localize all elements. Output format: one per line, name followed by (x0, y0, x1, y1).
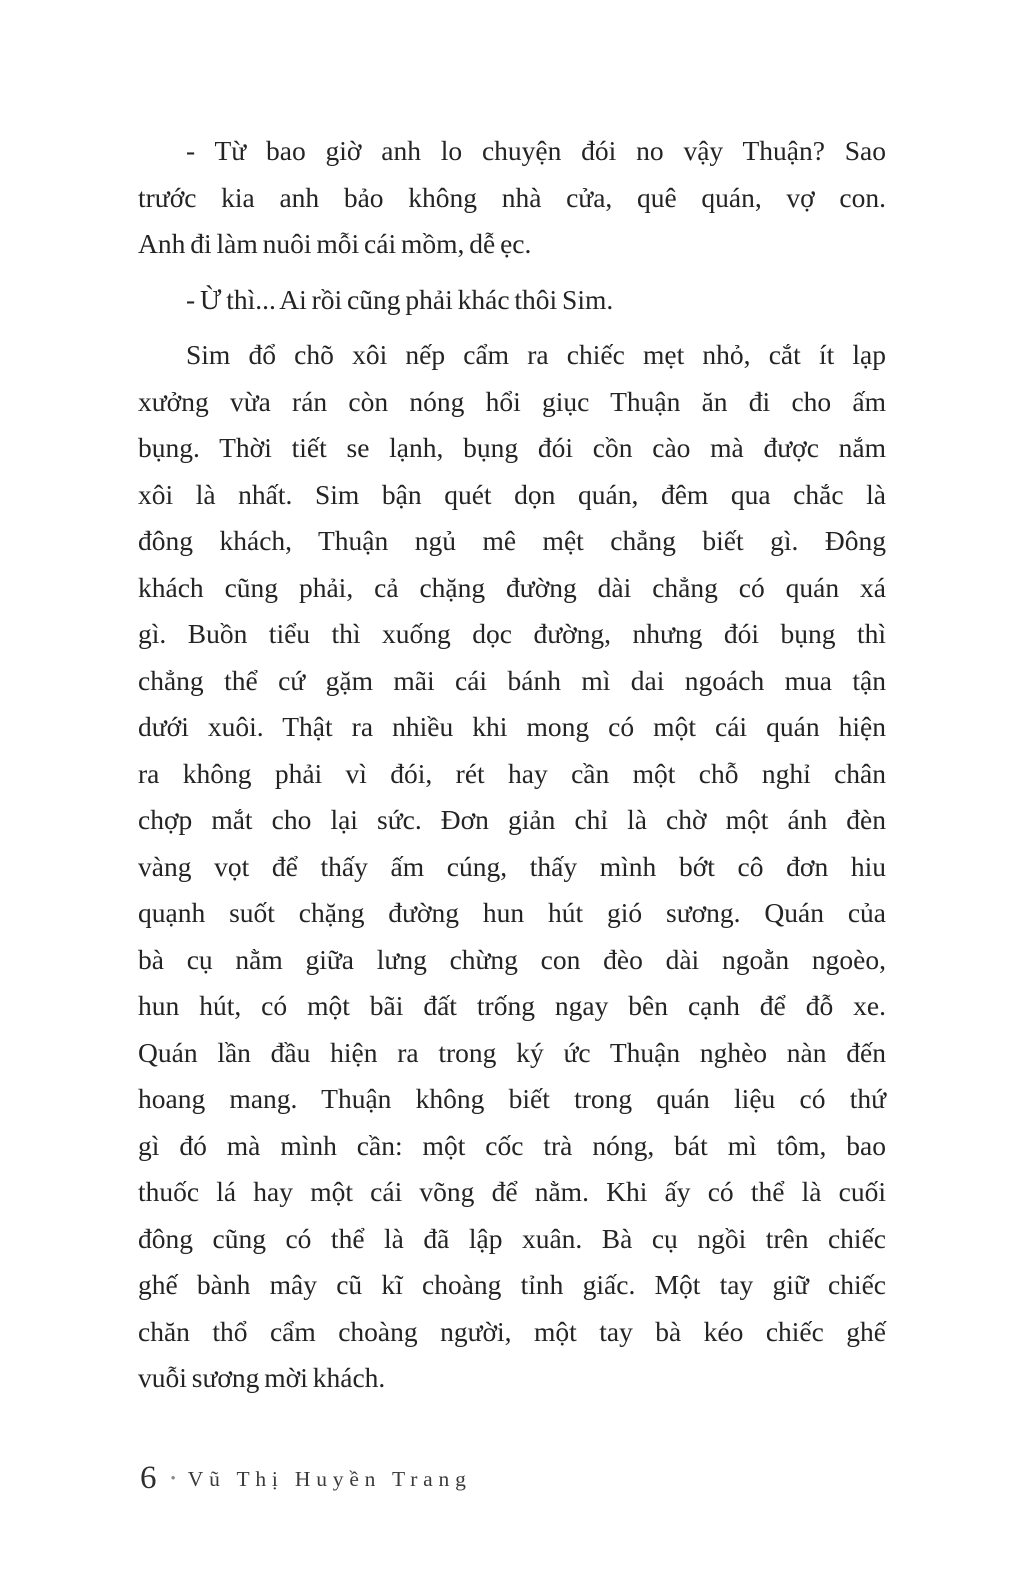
text-line: thuốc lá hay một cái võng để nằm. Khi ấy có thể là cuối (138, 1176, 886, 1207)
text-line: chăn thổ cẩm choàng người, một tay bà kéo chiếc ghế (138, 1315, 886, 1347)
paragraph (138, 277, 886, 324)
text-line: bà cụ nằm giữa lưng chừng con đèo dài ngoằn ngoèo, (138, 943, 886, 975)
page-text-block (138, 128, 886, 1402)
text-line: gì đó mà mình cần: một cốc trà nóng, bát mì tôm, bao (138, 1129, 886, 1161)
text-line: - Từ bao giờ anh lo chuyện đói no vậy Thuận? Sao (186, 135, 886, 166)
text-line: gì. Buồn tiểu thì xuống dọc đường, nhưng đói bụng thì (138, 618, 886, 649)
text-line: bụng. Thời tiết se lạnh, bụng đói cồn cào mà được nắm (138, 432, 886, 463)
text-line: dưới xuôi. Thật ra nhiều khi mong có một cái quán hiện (138, 711, 886, 742)
text-line: chợp mắt cho lại sức. Đơn giản chỉ là chờ một ánh đèn (138, 804, 886, 835)
text-line: ra không phải vì đói, rét hay cần một chỗ nghỉ chân (138, 757, 886, 789)
paragraph (138, 128, 886, 268)
paragraph (138, 332, 886, 1402)
text-line: Sim đổ chõ xôi nếp cẩm ra chiếc mẹt nhỏ, cắt ít lạp (186, 339, 886, 370)
text-line: hun hút, có một bãi đất trống ngay bên cạnh để đỗ xe. (138, 990, 886, 1021)
text-line: xưởng vừa rán còn nóng hổi giục Thuận ăn đi cho ấm (138, 385, 886, 417)
text-line: ghế bành mây cũ kĩ choàng tỉnh giấc. Một tay giữ chiếc (138, 1269, 886, 1300)
text-line: đông cũng có thể là đã lập xuân. Bà cụ ngồi trên chiếc (138, 1222, 886, 1254)
page-footer (140, 1458, 472, 1498)
text-line: khách cũng phải, cả chặng đường dài chẳng có quán xá (138, 571, 886, 603)
page-number: 6 (140, 1460, 157, 1496)
text-line: xôi là nhất. Sim bận quét dọn quán, đêm qua chắc là (138, 478, 886, 510)
text-line: đông khách, Thuận ngủ mê mệt chẳng biết gì. Đông (138, 525, 886, 556)
running-footer-author: Vũ Thị Huyền Trang (187, 1466, 472, 1491)
text-line: Quán lần đầu hiện ra trong ký ức Thuận nghèo nàn đến (138, 1036, 886, 1068)
text-line: trước kia anh bảo không nhà cửa, quê quán, vợ con. (138, 181, 886, 213)
text-line: quạnh suốt chặng đường hun hút gió sương. Quán của (138, 897, 886, 928)
text-line: chẳng thể cứ gặm mãi cái bánh mì dai ngoách mua tận (138, 664, 886, 696)
text-line: - Ừ thì... Ai rồi cũng phải khác thôi Sim. (186, 283, 614, 315)
text-line: vàng vọt để thấy ấm cúng, thấy mình bớt cô đơn hiu (138, 850, 886, 882)
text-line: Anh đi làm nuôi mỗi cái mồm, dễ ẹc. (138, 228, 532, 259)
text-line: vuỗi sương mời khách. (138, 1362, 386, 1393)
footer-separator-dot: • (170, 1470, 176, 1487)
text-line: hoang mang. Thuận không biết trong quán liệu có thứ (138, 1083, 886, 1114)
